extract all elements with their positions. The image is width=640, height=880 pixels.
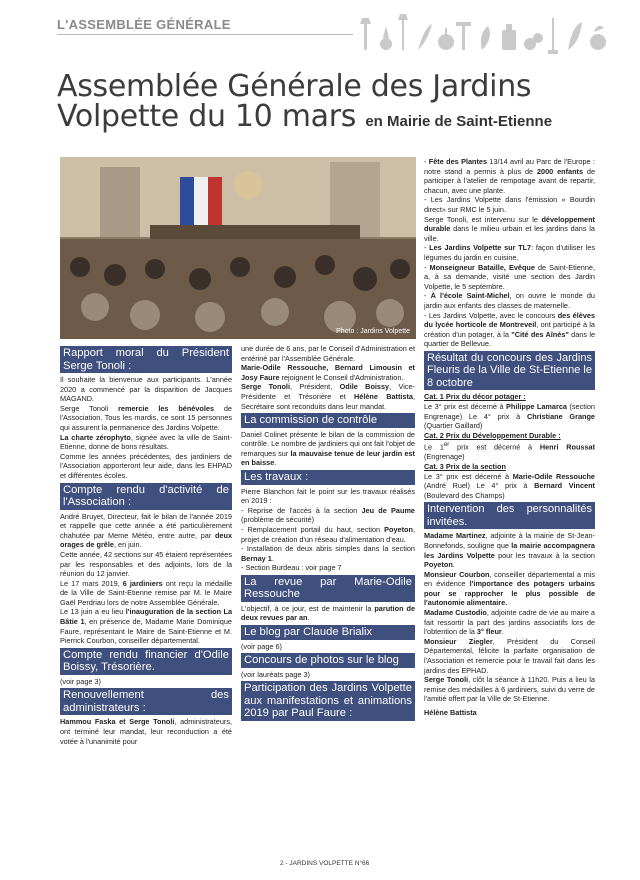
paragraph: Le 1er prix est décerné à Henri Roussat (Engrenage) xyxy=(424,441,596,462)
paragraph: Le 13 juin a eu lieu l'inauguration de la section La Bâtie 1, en présence de, Madame Marie Dominique Faure, représentant le Maire de Saint-Etienne et M. Pierrick Courbon, conseiller départemental. xyxy=(60,607,232,646)
category-label: Cat. 3 Prix de la section xyxy=(424,461,506,471)
paragraph: Le 17 mars 2019, 6 jardiniers ont reçu la médaille de la Ville de Saint-Etienne remise par M. le Maire Gaël Perdriau lors de notre Assemblée Générale. xyxy=(60,578,233,607)
title-subtitle: en Mairie de Saint-Etienne xyxy=(365,113,553,130)
paragraph: Serge Tonoli remercie les bénévoles de l'Association. Tous les mardis, ce sont 15 personnes qui assurent la permanence des Jardins Volpette. xyxy=(60,403,232,432)
paragraph: Cette année, 42 sections sur 45 étaient représentées par les responsables et des adjoints, lors de la réunion du 12 janvier. xyxy=(60,549,232,579)
heading-renouvellement: Renouvellement des administrateurs : xyxy=(60,688,232,715)
column-1 xyxy=(60,344,232,746)
heading-concours-jardins-fleuris: Résultat du concours des Jardins Fleuris de la Ville de St-Etienne le 8 octobre xyxy=(424,351,595,391)
paragraph: La charte zérophyto, signée avec la ville de Saint-Etienne, donne de bons résultats. xyxy=(60,432,232,452)
paragraph: Pierre Blanchon fait le point sur les travaux réalisés en 2019 : xyxy=(241,486,415,506)
page-title xyxy=(57,69,617,137)
paragraph: Monsieur Ziegler, Président du Conseil Départemental, félicite la parfaite organisation de l'Association et remercie pour le travail fait dans les jardins des EPHAD. xyxy=(424,636,596,675)
paragraph: Marie-Odile Ressouche, Bernard Limousin et Josy Faure rejoignent le Conseil d'Administration. xyxy=(241,363,415,382)
paragraph: (voir page 3) xyxy=(60,676,101,686)
paragraph: (voir page 6) xyxy=(241,641,282,651)
paragraph: Serge Tonoli, clôt la séance à 11h20. Puis a lieu la remise des médailles à 6 jardiniers, suivi du verre de l'amitié offert par la Ville de St-Etienne. xyxy=(424,675,595,704)
list-item: - Monseigneur Bataille, Evêque de Saint-Etienne, a, à sa demande, visité une section des Jardin Volpette, le 5 septembre. xyxy=(424,262,595,291)
page-footer: 2 - JARDINS VOLPETTE N°66 xyxy=(280,860,370,867)
assembly-hall-image xyxy=(60,157,416,339)
heading-travaux: Les travaux : xyxy=(241,470,415,485)
list-item: - Les Jardins Volpette sur TL7: façon d'utiliser les légumes du jardin en cuisine. xyxy=(424,243,595,262)
list-item: - Remplacement portail du haut, section Poyeton, projet de création d'un réseau d'alimentation d'eau. xyxy=(241,524,415,544)
column-3 xyxy=(424,157,595,718)
paragraph: Madame Martinez, adjointe à la mairie de St-Jean-Bonnefonds, souligne que la mairie accompagnera les Jardins Volpette pour les travaux à la section Poyeton. xyxy=(424,531,595,570)
heading-commission-controle: La commission de contrôle xyxy=(241,413,415,428)
heading-blog: Le blog par Claude Brialix xyxy=(241,625,415,640)
heading-compte-rendu-financier: Compte rendu financier d'Odile Boissy, Trésorière. xyxy=(60,648,232,675)
paragraph: Serge Tonoli, est intervenu sur le développement durable dans le milieu urbain et les jardins dans la ville. xyxy=(424,214,595,243)
paragraph: Le 3° prix est décerné à Marie-Odile Ressouche (André Ruel) Le 4° prix à Bernard Vincent (Boulevard des Champs) xyxy=(424,471,595,500)
list-item: - Les Jardins Volpette dans l'émission « Bourdin direct» sur RMC le 5 juin. xyxy=(424,195,595,214)
paragraph: Daniel Colinet présente le bilan de la commission de contrôle. Le nombre de jardiniers qui ont fait l'objet de remarques sur la mauvaise tenue de leur jardin est en baisse. xyxy=(241,429,415,468)
paragraph: André Bruyet, Directeur, fait le bilan de l'année 2019 et rappelle que cette année a été particulièrement chahutée par Meme Météo, entre autre, par deux orages de grêle, en juin. xyxy=(60,511,232,550)
title-main: Assemblée Générale des Jardins Volpette du 10 mars xyxy=(57,69,532,134)
heading-concours-photos: Concours de photos sur le blog xyxy=(241,653,415,668)
heading-revue: La revue par Marie-Odile Ressouche xyxy=(241,575,415,602)
photo-credit: Photo : Jardins Volpette xyxy=(336,328,410,335)
paragraph: Le 3° prix est décerné à Philippe Lamarca (section Engrenage) Le 4° prix à Christiane Grange (Quartier Gaillard) xyxy=(424,401,595,431)
list-item: - Installation de deux abris simples dans la section Bernay 1. xyxy=(241,544,415,563)
list-item: - Reprise de l'accès à la section Jeu de Paume (problème de sécurité) xyxy=(241,505,415,525)
heading-rapport-moral: Rapport moral du Président Serge Tonoli : xyxy=(60,346,232,373)
garden-tools-vegetables-icon xyxy=(358,14,616,58)
heading-participation: Participation des Jardins Volpette aux manifestations et animations 2019 par Paul Faure : xyxy=(241,681,415,721)
list-item: - Les Jardins Volpette, avec le concours des élèves du lycée horticole de Montreveil, ont participé à la création d'un potager, à la "Cité des Aînés" dans le quartier de Bellevue. xyxy=(424,310,596,349)
paragraph: Hammou Faska et Serge Tonoli, administrateurs, ont terminé leur mandat, leur reconduction a été votée à l'unanimité pour xyxy=(60,717,232,746)
paragraph: Madame Custodio, adjointe cadre de vie au maire a fait ressortir la part des jardins associatifs lors de l'obtention de la 3° fleur. xyxy=(424,608,595,637)
column-2 xyxy=(241,344,415,723)
paragraph: Comme les années précédentes, des jardiniers de l'Association apporteront leur aide, dans les EHPAD et différentes écoles. xyxy=(60,451,232,480)
signature: Hélène Battista xyxy=(424,708,477,718)
list-item: - Section Burdeau : voir page 7 xyxy=(241,563,342,573)
paragraph: une durée de 6 ans, par le Conseil d'Administration et entériné par l'Assemblée Générale. xyxy=(241,344,415,363)
heading-intervention: Intervention des personnalités invitées. xyxy=(424,502,595,529)
assembly-photo xyxy=(60,157,416,339)
paragraph: Serge Tonoli, Président, Odile Boissy, Vice-Présidente et Trésorière et Hélène Battista, Secrétaire sont reconduits dans leur mandat. xyxy=(241,382,415,411)
section-header: L'ASSEMBLÉE GÉNÉRALE xyxy=(57,17,231,32)
list-item: - Fête des Plantes 13/14 avril au Parc de l'Europe : notre stand a permis à plus de 2000 enfants de participer à l'atelier de rempotage avant de repartir, chacun, avec une plante. xyxy=(424,157,596,195)
heading-compte-rendu-activite: Compte rendu d'activité de l'Association : xyxy=(60,483,232,510)
category-label: Cat. 1 Prix du décor potager : xyxy=(424,392,526,402)
list-item: - À l'école Saint-Michel, on ouvre le monde du jardin aux enfants des classes de maternelle. xyxy=(424,291,595,310)
header-divider xyxy=(57,34,353,35)
category-label: Cat. 2 Prix du Développement Durable : xyxy=(424,430,561,440)
paragraph: (voir lauréats page 3) xyxy=(241,669,310,679)
paragraph: Monsieur Courbon, conseiller départemental a mis en évidence l'importance des potagers urbains pour se rapprocher le plus possible de l'autonomie alimentaire. xyxy=(424,569,595,608)
paragraph: Il souhaite la bienvenue aux participants. L'année 2020 a commencé par la disparition de Jacques MAGAND. xyxy=(60,375,232,404)
paragraph: L'objectif, à ce jour, est de maintenir la parution de deux revues par an. xyxy=(241,603,415,623)
